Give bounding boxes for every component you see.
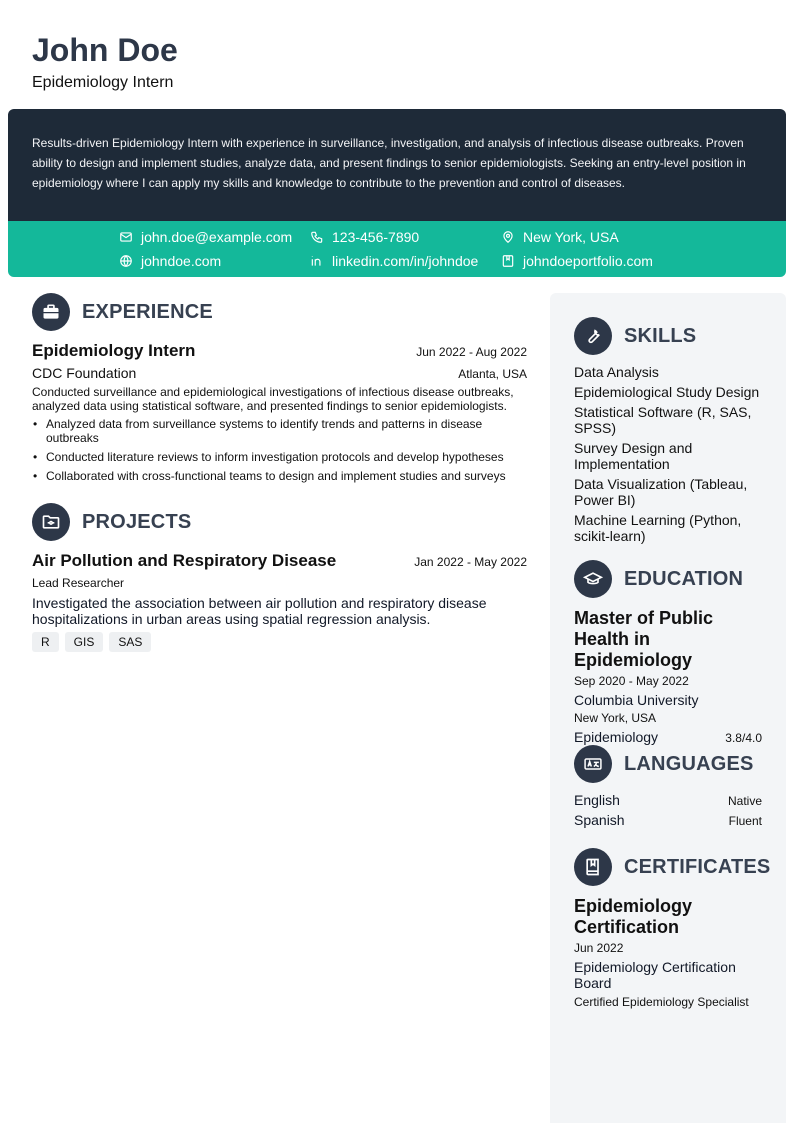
contact-website[interactable] — [119, 251, 221, 271]
graduation-cap-icon — [574, 560, 612, 598]
education-entry — [574, 608, 762, 745]
project-description: Investigated the association between air pollution and respiratory disease hospitalizations in urban areas using spatial regression analysis. — [32, 595, 487, 627]
skill-item: Epidemiological Study Design — [574, 384, 760, 400]
map-pin-icon — [501, 230, 515, 244]
certificate-date: Jun 2022 — [574, 941, 624, 955]
language-level: Native — [727, 794, 762, 808]
skill-item: Machine Learning (Python, scikit-learn) — [574, 512, 742, 544]
certificate-issuer: Epidemiology Certification Board — [574, 959, 736, 991]
job-location: Atlanta, USA — [458, 367, 527, 381]
languages-section-header — [574, 745, 754, 783]
certificate-name: Epidemiology Certification — [574, 896, 693, 937]
job-company: CDC Foundation — [32, 365, 137, 381]
globe-icon — [119, 254, 133, 268]
contact-email[interactable] — [119, 227, 292, 247]
project-tag: SAS — [109, 632, 151, 652]
job-description: Conducted surveillance and epidemiological investigations of infectious disease outbreaks, analyzed data using statistical software, and presented findings to senior epidemiologists. — [32, 385, 514, 413]
summary-text: Results-driven Epidemiology Intern with experience in surveillance, investigation, and analysis of infectious disease outbreaks. Proven ability to design and implement studies, analyze data, and present findings to senior epidemiologists. Seeking an entry-level position in epidemiology where I can apply my skills and knowledge to contribute to the prevention and control of diseases. — [32, 136, 746, 190]
experience-section-header — [32, 293, 213, 331]
contact-portfolio[interactable] — [501, 251, 653, 271]
job-dates: Jun 2022 - Aug 2022 — [416, 345, 527, 359]
skill-item: Data Analysis — [574, 364, 659, 380]
certificate-description: Certified Epidemiology Specialist — [574, 995, 749, 1009]
project-tags — [32, 632, 527, 652]
folder-icon — [32, 503, 70, 541]
education-title: EDUCATION — [624, 567, 744, 590]
skills-list — [574, 364, 766, 548]
candidate-name: John Doe — [32, 32, 178, 68]
job-bullet: • Collaborated with cross-functional teams to design and implement studies and surveys — [32, 469, 527, 483]
language-item — [574, 792, 762, 808]
skill-item: Statistical Software (R, SAS, SPSS) — [574, 404, 752, 436]
project-tag: GIS — [65, 632, 104, 652]
education-location: New York, USA — [574, 711, 657, 725]
education-dates: Sep 2020 - May 2022 — [574, 674, 689, 688]
projects-title: PROJECTS — [82, 510, 192, 533]
experience-title: EXPERIENCE — [82, 300, 213, 323]
projects-section-header — [32, 503, 191, 541]
certificates-section-header — [574, 848, 770, 886]
summary-panel — [8, 109, 786, 221]
job-bullet: • Analyzed data from surveillance systems to identify trends and patterns in disease outbreaks — [32, 417, 527, 445]
skills-title: SKILLS — [624, 324, 697, 347]
contact-location-text: New York, USA — [523, 229, 619, 245]
mail-icon — [119, 230, 133, 244]
contact-website-text: johndoe.com — [141, 253, 222, 269]
project-title: Air Pollution and Respiratory Disease — [32, 551, 337, 570]
skill-item: Data Visualization (Tableau, Power BI) — [574, 476, 748, 508]
contact-email-text: john.doe@example.com — [141, 229, 293, 245]
portfolio-icon — [501, 254, 515, 268]
phone-icon — [310, 230, 324, 244]
linkedin-icon — [310, 254, 324, 268]
education-field: Epidemiology — [574, 729, 659, 745]
contact-portfolio-text: johndoeportfolio.com — [523, 253, 653, 269]
job-bullet: • Conducted literature reviews to inform investigation protocols and develop hypotheses — [32, 450, 527, 464]
contact-location — [501, 227, 619, 247]
candidate-role: Epidemiology Intern — [32, 74, 174, 91]
education-gpa: 3.8/4.0 — [725, 731, 762, 745]
certificate-entry — [574, 896, 762, 1009]
languages-title: LANGUAGES — [624, 752, 754, 775]
wrench-icon — [574, 317, 612, 355]
education-section-header — [574, 560, 743, 598]
education-school: Columbia University — [574, 692, 699, 708]
languages-list — [574, 792, 762, 828]
contact-linkedin-text: linkedin.com/in/johndoe — [332, 253, 479, 269]
book-icon — [574, 848, 612, 886]
job-title: Epidemiology Intern — [32, 341, 196, 360]
resume-header — [32, 30, 178, 92]
project-entry — [32, 551, 527, 652]
briefcase-icon — [32, 293, 70, 331]
project-tag: R — [32, 632, 59, 652]
language-level: Fluent — [728, 814, 762, 828]
contact-phone[interactable] — [310, 227, 419, 247]
certificates-title: CERTIFICATES — [624, 855, 771, 878]
skills-section-header — [574, 317, 696, 355]
language-name: English — [574, 792, 620, 808]
skill-item: Survey Design and Implementation — [574, 440, 693, 472]
translate-icon — [574, 745, 612, 783]
job-bullets — [32, 417, 527, 483]
project-role: Lead Researcher — [32, 576, 125, 590]
contact-bar — [8, 221, 786, 277]
language-item — [574, 812, 762, 828]
project-dates: Jan 2022 - May 2022 — [414, 555, 527, 569]
language-name: Spanish — [574, 812, 625, 828]
education-degree: Master of Public Health in Epidemiology — [574, 608, 714, 670]
experience-entry — [32, 341, 527, 488]
contact-phone-text: 123-456-7890 — [332, 229, 420, 245]
contact-linkedin[interactable] — [310, 251, 478, 271]
